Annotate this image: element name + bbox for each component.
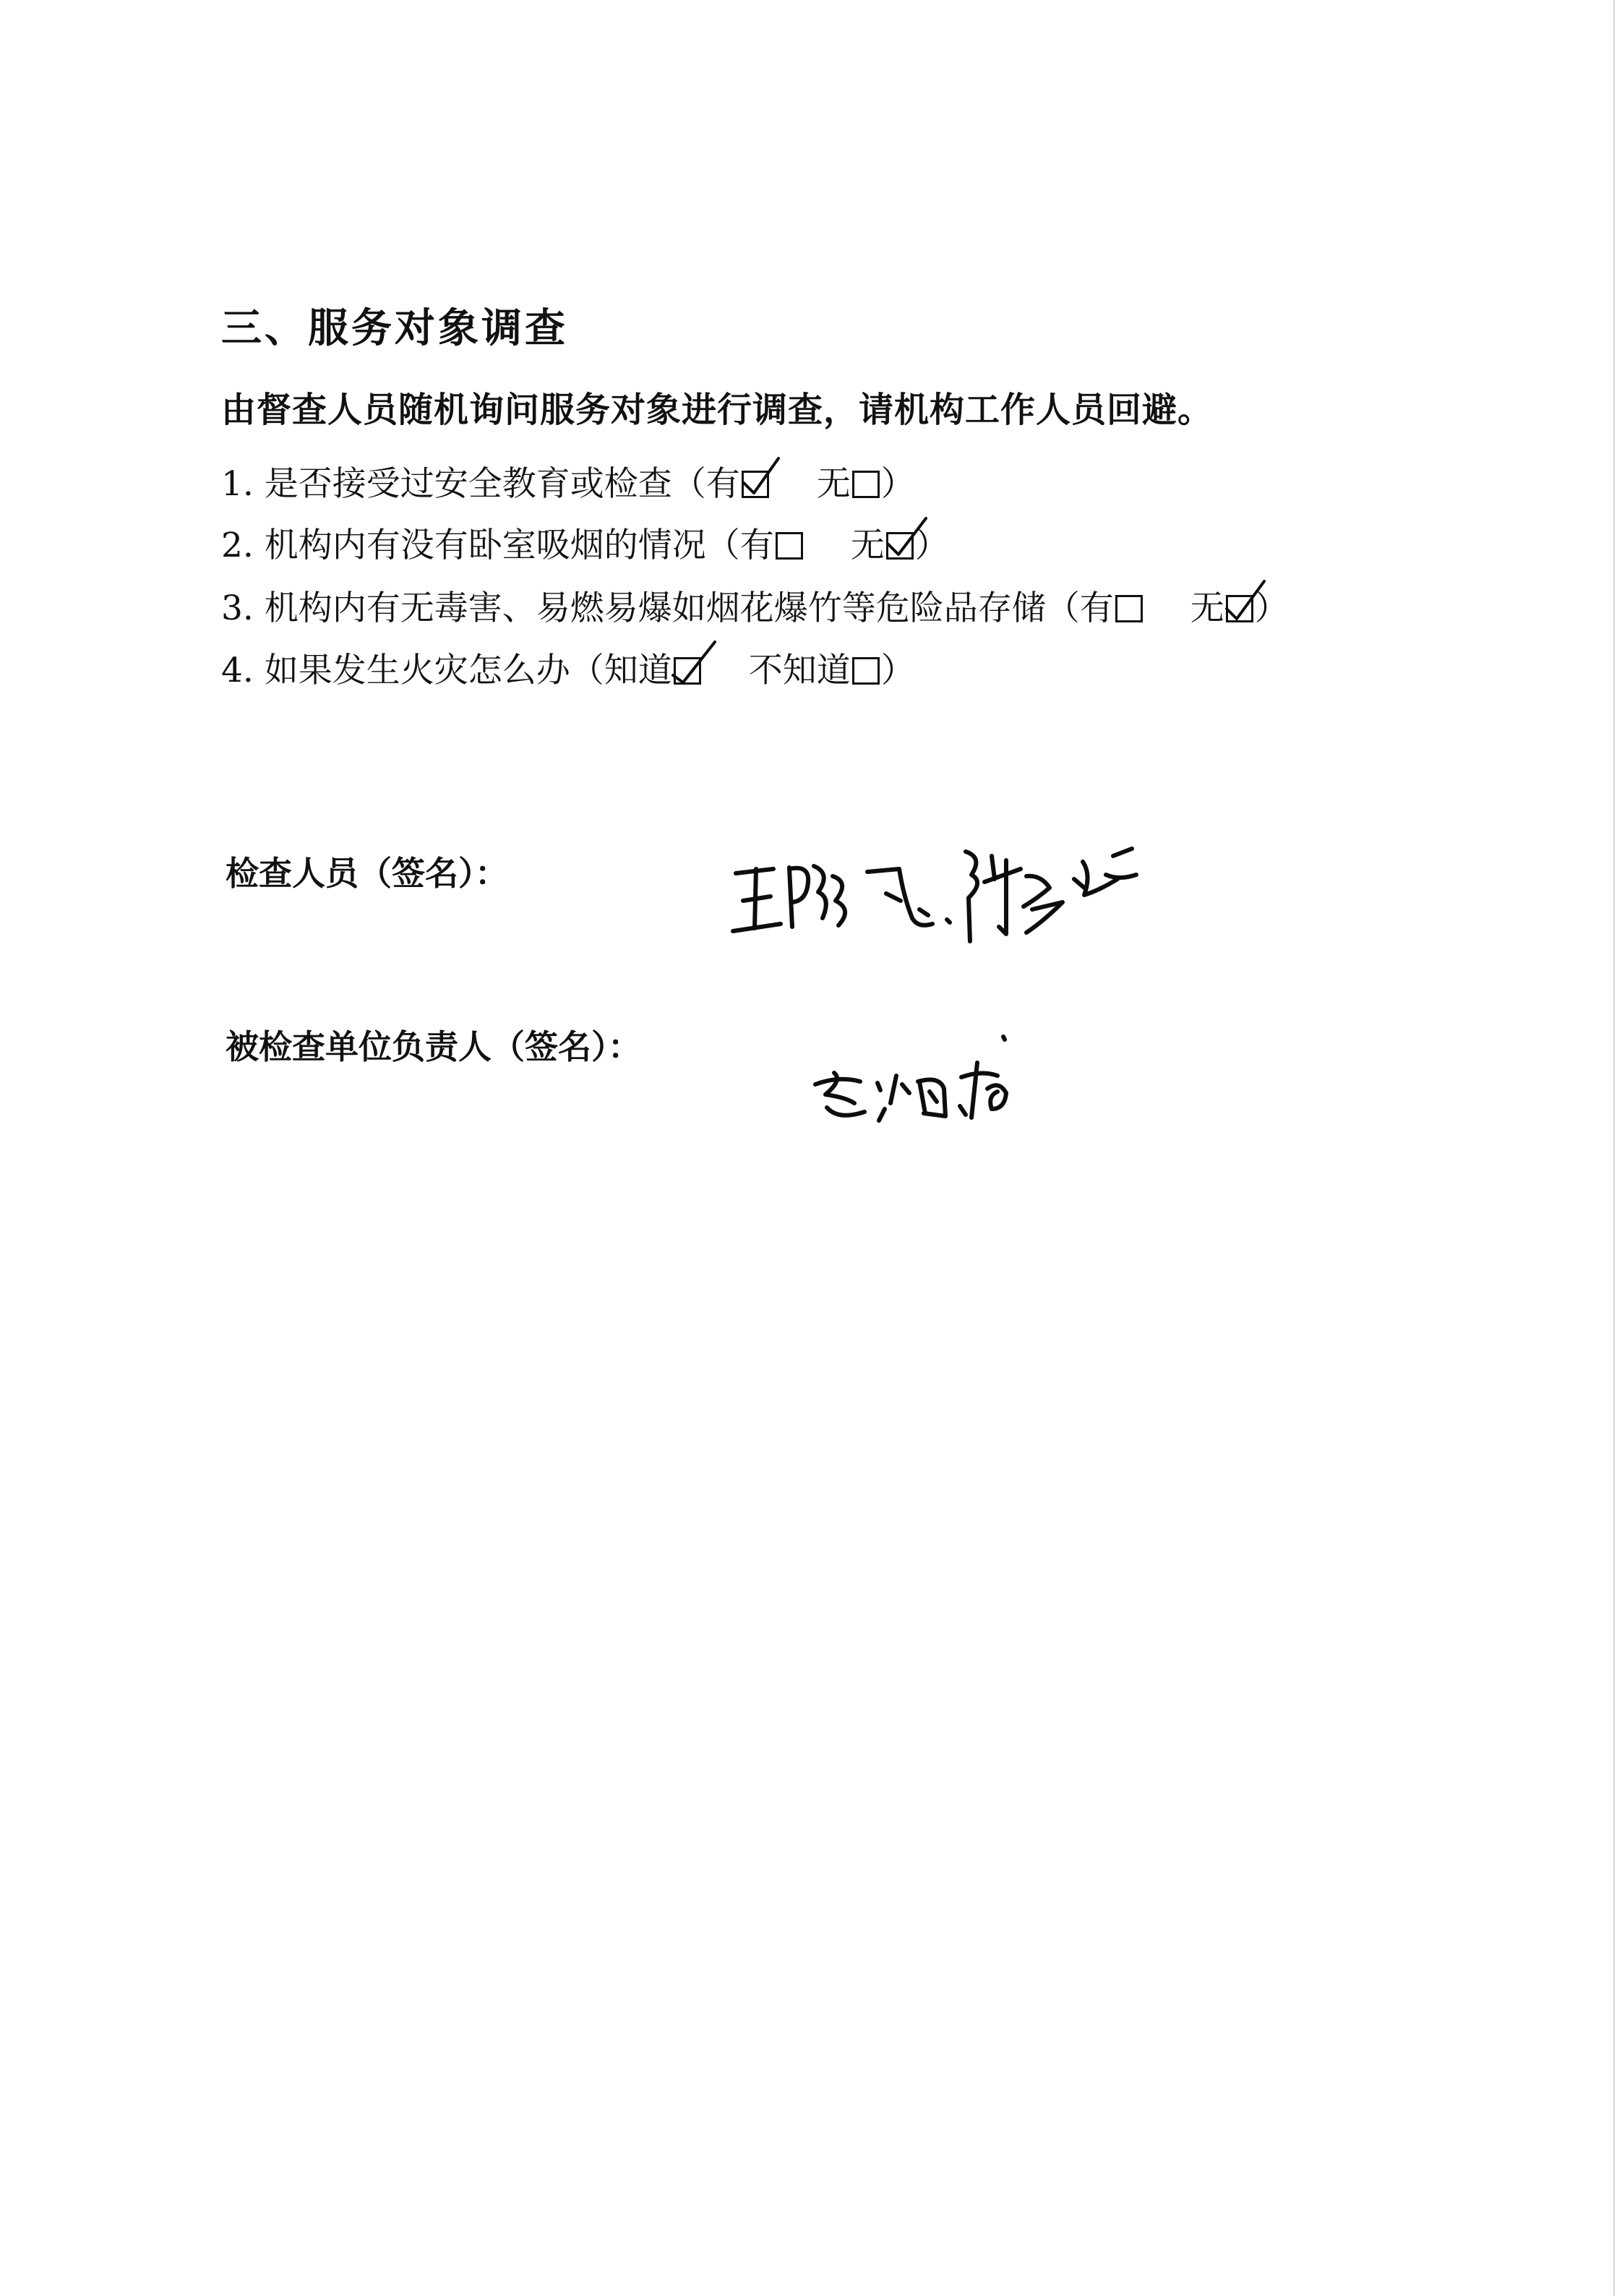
responsible-signature-label: 被检查单位负责人（签名）： bbox=[226, 1027, 641, 1066]
responsible-handwritten-signature bbox=[810, 1034, 1055, 1135]
question-3-option-a-checkbox[interactable] bbox=[1115, 595, 1143, 622]
question-4-close: ） bbox=[880, 651, 915, 690]
question-2-text: 2. 机构内有没有卧室吸烟的情况（ bbox=[221, 526, 740, 565]
question-1 bbox=[221, 463, 915, 506]
question-4-option-b-label: 不知道 bbox=[748, 651, 851, 690]
question-4 bbox=[221, 649, 915, 693]
check-mark-icon bbox=[885, 515, 930, 562]
question-3-option-b-checkbox[interactable] bbox=[1226, 595, 1253, 622]
question-2-option-b-checkbox[interactable] bbox=[886, 532, 914, 560]
question-1-option-a-label: 有 bbox=[705, 464, 740, 504]
question-3-option-a-label: 有 bbox=[1079, 588, 1114, 628]
question-3-text: 3. 机构内有无毒害、易燃易爆如烟花爆竹等危险品存储（ bbox=[221, 588, 1080, 628]
question-4-option-a-label: 知道 bbox=[604, 651, 672, 690]
question-3-close: ） bbox=[1254, 588, 1289, 628]
check-mark-icon bbox=[741, 454, 786, 500]
question-2-option-b-label: 无 bbox=[850, 526, 885, 565]
question-1-option-b-checkbox[interactable] bbox=[852, 471, 880, 498]
question-2-close: ） bbox=[914, 526, 949, 565]
question-1-close: ） bbox=[880, 464, 915, 504]
question-4-option-a-checkbox[interactable] bbox=[674, 657, 701, 685]
question-1-text: 1. 是否接受过安全教育或检查（ bbox=[221, 464, 706, 504]
inspectors-handwritten-signature bbox=[723, 831, 1142, 954]
question-4-option-b-checkbox[interactable] bbox=[852, 657, 880, 685]
question-2-option-a-label: 有 bbox=[739, 526, 774, 565]
inspectors-signature-label: 检查人员（签名）： bbox=[226, 854, 508, 893]
question-2 bbox=[221, 524, 949, 567]
instruction-text: 由督查人员随机询问服务对象进行调查，请机构工作人员回避。 bbox=[221, 390, 1214, 430]
check-mark-icon bbox=[1225, 578, 1270, 625]
question-1-option-b-label: 无 bbox=[816, 464, 851, 504]
question-3 bbox=[221, 587, 1289, 630]
question-3-option-b-label: 无 bbox=[1190, 588, 1224, 628]
scan-edge bbox=[1613, 0, 1615, 2296]
section-heading: 三、服务对象调查 bbox=[221, 305, 568, 352]
question-4-text: 4. 如果发生火灾怎么办（ bbox=[221, 651, 604, 690]
question-1-option-a-checkbox[interactable] bbox=[742, 471, 769, 498]
check-mark-icon bbox=[673, 641, 718, 687]
question-2-option-a-checkbox[interactable] bbox=[776, 532, 803, 560]
